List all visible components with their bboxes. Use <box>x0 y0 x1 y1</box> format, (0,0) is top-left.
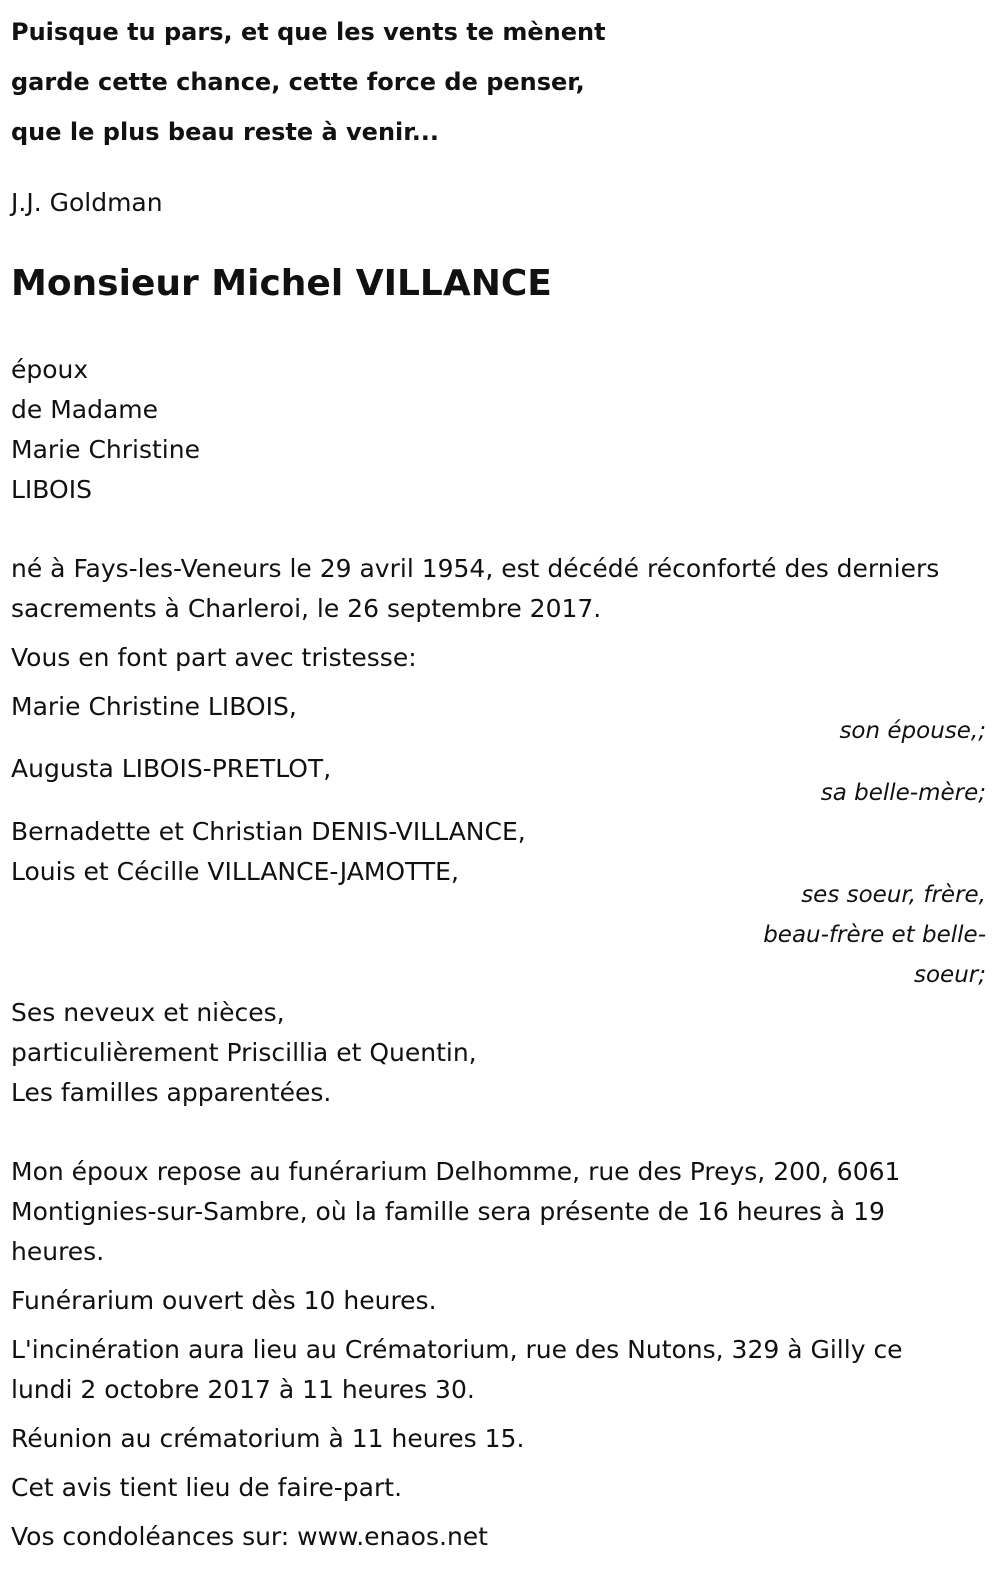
family-other-line: Ses neveux et nièces, <box>11 998 285 1027</box>
cremation-paragraph: L'incinération aura lieu au Crématorium, rue des Nutons, 329 à Gilly ce lundi 2 octobre 2017 à 11 heures 30. <box>11 1335 903 1404</box>
condolences-text: Vos condoléances sur: www.enaos.net <box>11 1522 488 1551</box>
sibling-name: Bernadette et Christian DENIS-VILLANCE, <box>11 817 526 846</box>
spouse-info <box>11 350 986 510</box>
spouse-line: époux <box>11 355 89 384</box>
spouse-line: LIBOIS <box>11 475 92 504</box>
notice-text: Cet avis tient lieu de faire-part. <box>11 1473 403 1502</box>
family-wife-name: Marie Christine LIBOIS, <box>11 692 297 721</box>
family-siblings-relation <box>763 875 986 995</box>
deceased-name: Monsieur Michel VILLANCE <box>11 263 552 304</box>
sibling-relation-line: soeur; <box>914 962 986 988</box>
family-others <box>11 993 986 1113</box>
cremation-info <box>11 1330 960 1410</box>
sibling-relation-line: beau-frère et belle- <box>763 922 986 948</box>
spouse-line: de Madame <box>11 395 159 424</box>
family-mother-in-law-relation: sa belle-mère; <box>820 780 986 806</box>
family-other-line: particulièrement Priscillia et Quentin, <box>11 1038 477 1067</box>
birth-death-paragraph: né à Fays-les-Veneurs le 29 avril 1954, est décédé réconforté des derniers sacrements à Charleroi, le 26 septembre 2017. <box>11 554 940 623</box>
poem-quote <box>11 7 606 157</box>
sibling-name: Louis et Cécille VILLANCE-JAMOTTE, <box>11 857 459 886</box>
sibling-relation-line: ses soeur, frère, <box>801 882 986 908</box>
announcement-intro: Vous en font part avec tristesse: <box>11 643 417 672</box>
poem-line: garde cette chance, cette force de penser, <box>11 68 585 96</box>
funerarium-opening: Funérarium ouvert dès 10 heures. <box>11 1286 437 1315</box>
poem-line: Puisque tu pars, et que les vents te mènent <box>11 18 606 46</box>
funerarium-paragraph: Mon époux repose au funérarium Delhomme, rue des Preys, 200, 6061 Montignies-sur-Sambre, où la famille sera présente de 16 heures à 19 heures. <box>11 1157 901 1266</box>
family-mother-in-law-name: Augusta LIBOIS-PRETLOT, <box>11 754 332 783</box>
crematorium-meeting: Réunion au crématorium à 11 heures 15. <box>11 1424 525 1453</box>
family-wife-relation: son épouse,; <box>839 718 986 744</box>
funerarium-info <box>11 1152 960 1272</box>
poem-author: J.J. Goldman <box>11 188 163 217</box>
birth-death-text <box>11 549 980 629</box>
family-other-line: Les familles apparentées. <box>11 1078 332 1107</box>
spouse-line: Marie Christine <box>11 435 200 464</box>
poem-line: que le plus beau reste à venir... <box>11 118 440 146</box>
